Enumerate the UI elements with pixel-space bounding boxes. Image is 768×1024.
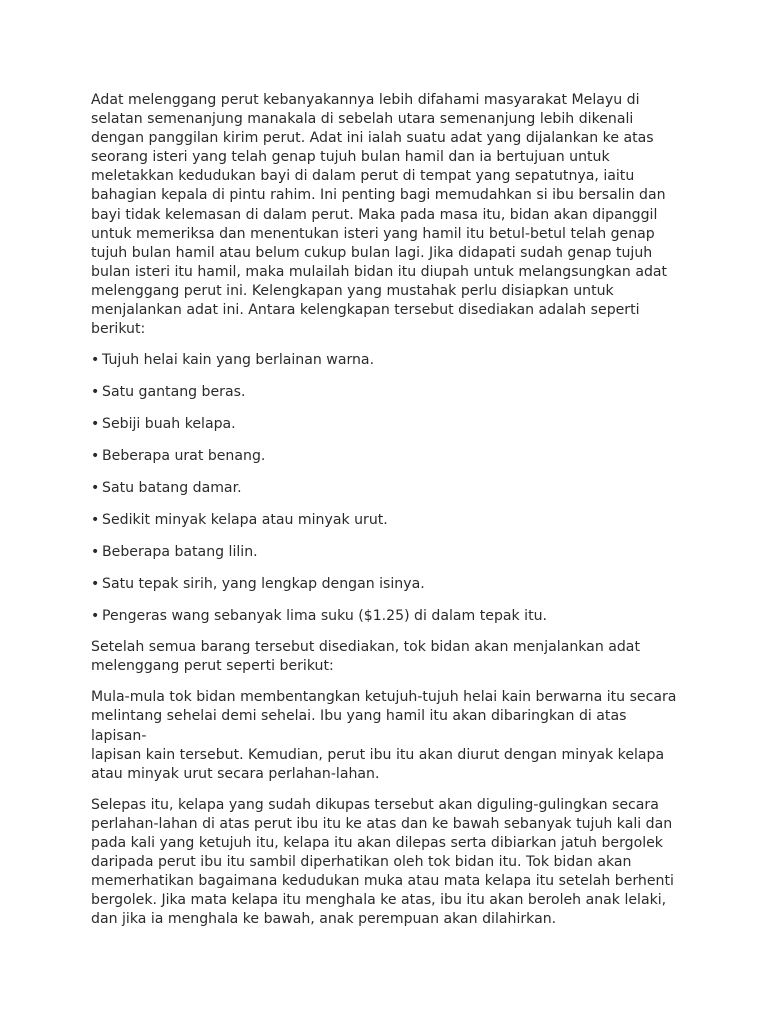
list-item: [91, 511, 686, 530]
list-item: [91, 383, 686, 402]
list-item-text: Pengeras wang sebanyak lima suku ($1.25) di dalam tepak itu.: [102, 608, 548, 625]
text-line: Selepas itu, kelapa yang sudah dikupas tersebut akan diguling-gulingkan secara: [91, 796, 659, 813]
list-item: [91, 415, 686, 434]
text-line: bergolek. Jika mata kelapa itu menghala ke atas, ibu itu akan beroleh anak lelaki,: [91, 892, 667, 909]
list-item: [91, 479, 686, 498]
text-line: meletakkan kedudukan bayi di dalam perut di tempat yang sepatutnya, iaitu: [91, 168, 635, 185]
bullet-icon: •: [91, 544, 100, 561]
procedure-intro-paragraph: [91, 638, 686, 676]
text-line: memerhatikan bagaimana kedudukan muka atau mata kelapa itu setelah berhenti: [91, 873, 674, 890]
bullet-icon: •: [91, 416, 100, 433]
text-line: Mula-mula tok bidan membentangkan ketujuh-tujuh helai kain berwarna itu secara: [91, 689, 677, 706]
text-line: tujuh bulan hamil atau belum cukup bulan lagi. Jika didapati sudah genap tujuh: [91, 244, 653, 261]
list-item-text: Beberapa batang lilin.: [102, 544, 258, 561]
bullet-icon: •: [91, 352, 100, 369]
list-item-text: Satu gantang beras.: [102, 384, 246, 401]
list-item-text: Tujuh helai kain yang berlainan warna.: [102, 352, 375, 369]
text-line: melenggang perut seperti berikut:: [91, 658, 334, 675]
list-item: [91, 575, 686, 594]
text-line: dengan panggilan kirim perut. Adat ini ialah suatu adat yang dijalankan ke atas: [91, 130, 654, 147]
bullet-icon: •: [91, 576, 100, 593]
text-line: lapisan kain tersebut. Kemudian, perut ibu itu akan diurut dengan minyak kelapa: [91, 746, 665, 763]
text-line: menjalankan adat ini. Antara kelengkapan tersebut disediakan adalah seperti: [91, 302, 640, 319]
text-line: seorang isteri yang telah genap tujuh bulan hamil dan ia bertujuan untuk: [91, 149, 610, 166]
list-item: [91, 543, 686, 562]
text-line: berikut:: [91, 321, 146, 338]
bullet-icon: •: [91, 448, 100, 465]
list-item-text: Sedikit minyak kelapa atau minyak urut.: [102, 512, 388, 529]
text-line: atau minyak urut secara perlahan-lahan.: [91, 765, 380, 782]
text-line: melenggang perut ini. Kelengkapan yang mustahak perlu disiapkan untuk: [91, 282, 614, 299]
text-line: Adat melenggang perut kebanyakannya lebih difahami masyarakat Melayu di: [91, 92, 640, 108]
text-line: untuk memeriksa dan menentukan isteri yang hamil itu betul-betul telah genap: [91, 225, 655, 242]
bullet-icon: •: [91, 512, 100, 529]
text-line: melintang sehelai demi sehelai. Ibu yang hamil itu akan dibaringkan di atas lapisan-: [91, 708, 627, 744]
list-item: [91, 447, 686, 466]
text-line: daripada perut ibu itu sambil diperhatikan oleh tok bidan itu. Tok bidan akan: [91, 854, 632, 871]
text-line: selatan semenanjung manakala di sebelah utara semenanjung lebih dikenali: [91, 111, 634, 128]
text-line: pada kali yang ketujuh itu, kelapa itu akan dilepas serta dibiarkan jatuh bergolek: [91, 835, 663, 852]
coconut-step-paragraph: [91, 796, 686, 930]
list-item-text: Sebiji buah kelapa.: [102, 416, 236, 433]
text-line: bulan isteri itu hamil, maka mulailah bidan itu diupah untuk melangsungkan adat: [91, 263, 668, 280]
text-line: bayi tidak kelemasan di dalam perut. Maka pada masa itu, bidan akan dipanggil: [91, 206, 658, 223]
bullet-icon: •: [91, 480, 100, 497]
intro-paragraph: [91, 91, 686, 339]
text-line: perlahan-lahan di atas perut ibu itu ke atas dan ke bawah sebanyak tujuh kali dan: [91, 815, 673, 832]
list-item: [91, 607, 686, 626]
list-item-text: Satu tepak sirih, yang lengkap dengan isinya.: [102, 576, 425, 593]
text-line: dan jika ia menghala ke bawah, anak perempuan akan dilahirkan.: [91, 911, 557, 928]
equipment-list: [91, 351, 686, 626]
procedure-step-paragraph: [91, 688, 686, 783]
list-item-text: Beberapa urat benang.: [102, 448, 266, 465]
document-page: [91, 91, 686, 942]
text-line: Setelah semua barang tersebut disediakan, tok bidan akan menjalankan adat: [91, 639, 640, 656]
list-item: [91, 351, 686, 370]
bullet-icon: •: [91, 384, 100, 401]
bullet-icon: •: [91, 608, 100, 625]
text-line: bahagian kepala di pintu rahim. Ini penting bagi memudahkan si ibu bersalin dan: [91, 187, 666, 204]
list-item-text: Satu batang damar.: [102, 480, 242, 497]
